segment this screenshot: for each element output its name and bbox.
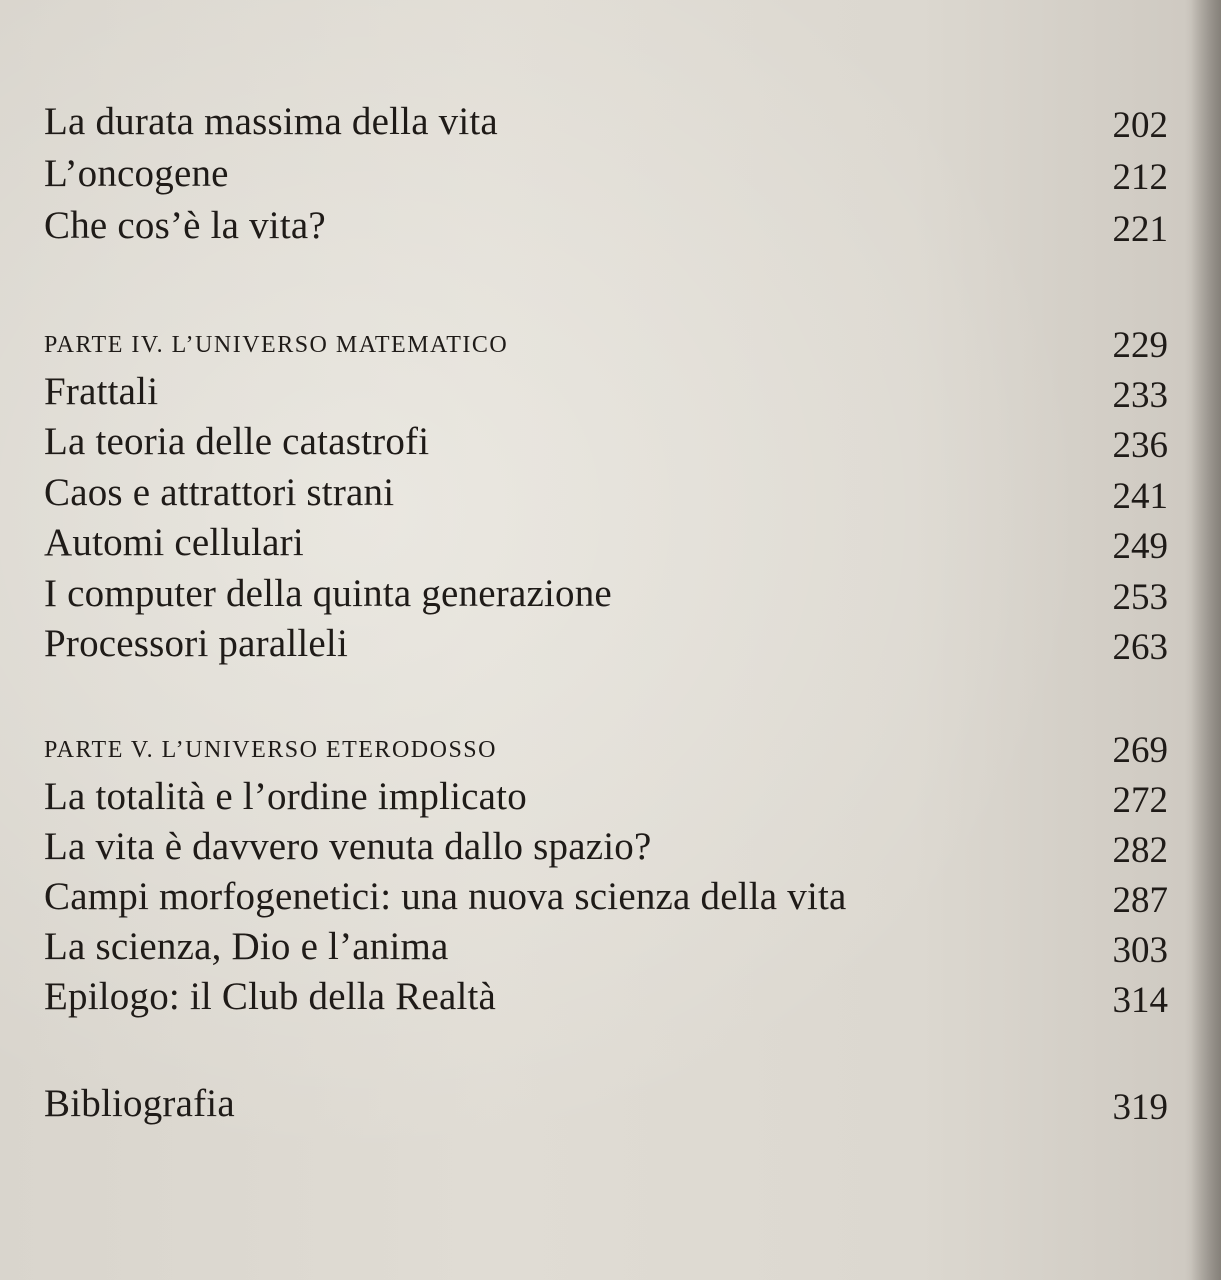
toc-entry-page: 221: [1112, 209, 1168, 250]
toc-entry-page: 282: [1112, 830, 1168, 871]
toc-entry: [44, 773, 1168, 823]
toc-entry-title: Epilogo: il Club della Realtà: [44, 975, 497, 1018]
toc-entry-page: 303: [1112, 930, 1168, 971]
toc-entry: [44, 823, 1168, 873]
toc-entry: [44, 469, 1168, 519]
toc-entry-page: 229: [1112, 325, 1168, 366]
toc-entry-title: Frattali: [44, 370, 159, 413]
toc-part-title: PARTE IV. L’UNIVERSO MATEMATICO: [44, 332, 509, 358]
toc-entry-title: Caos e attrattori strani: [44, 471, 395, 514]
toc-entry-page: 269: [1112, 730, 1168, 771]
toc-entry: [44, 1080, 1168, 1130]
toc-entry: [44, 98, 1168, 148]
toc-entry-title: Processori paralleli: [44, 622, 348, 665]
toc-entry-title: La totalità e l’ordine implicato: [44, 775, 527, 818]
toc-entry-page: 314: [1112, 980, 1168, 1021]
toc-entry-page: 233: [1112, 375, 1168, 416]
toc-entry: [44, 150, 1168, 200]
toc-entry-page: 263: [1112, 627, 1168, 668]
toc-entry: [44, 873, 1168, 923]
toc-entry-page: 319: [1112, 1087, 1168, 1128]
toc-entry-page: 253: [1112, 577, 1168, 618]
toc-entry-title: Bibliografia: [44, 1082, 235, 1125]
toc-entry-title: La vita è davvero venuta dallo spazio?: [44, 825, 652, 868]
toc-entry-page: 212: [1112, 157, 1168, 198]
toc-entry-title: La scienza, Dio e l’anima: [44, 925, 449, 968]
toc-entry-title: L’oncogene: [44, 152, 229, 195]
toc-entry-page: 249: [1112, 526, 1168, 567]
toc-part-heading: [44, 723, 1168, 773]
toc-entry-title: Che cos’è la vita?: [44, 204, 326, 247]
toc-entry-title: I computer della quinta generazione: [44, 572, 612, 615]
toc-entry-title: La durata massima della vita: [44, 100, 498, 143]
toc-entry: [44, 570, 1168, 620]
toc-entry: [44, 973, 1168, 1023]
toc-entry: [44, 418, 1168, 468]
toc-entry: [44, 923, 1168, 973]
toc-entry: [44, 620, 1168, 670]
toc-part-title: PARTE V. L’UNIVERSO ETERODOSSO: [44, 737, 497, 763]
page-edge-shadow: [1191, 0, 1221, 1280]
toc-part-heading: [44, 318, 1168, 368]
toc-entry-page: 202: [1112, 105, 1168, 146]
toc-entry-page: 287: [1112, 880, 1168, 921]
toc-entry: [44, 202, 1168, 252]
toc-entry-page: 241: [1112, 476, 1168, 517]
toc-entry-title: Campi morfogenetici: una nuova scienza della vita: [44, 875, 847, 918]
toc-entry: [44, 519, 1168, 569]
toc-entry-page: 236: [1112, 425, 1168, 466]
toc-entry: [44, 368, 1168, 418]
toc-entry-page: 272: [1112, 780, 1168, 821]
toc-entry-title: Automi cellulari: [44, 521, 304, 564]
toc-entry-title: La teoria delle catastrofi: [44, 420, 430, 463]
